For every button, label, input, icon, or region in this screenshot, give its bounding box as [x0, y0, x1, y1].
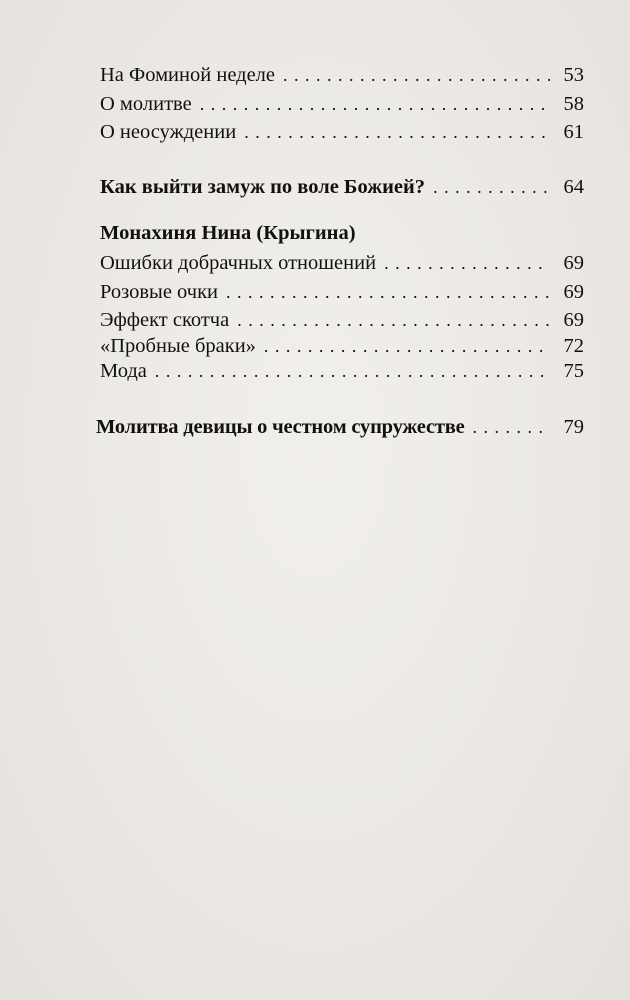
toc-entry-page: 69 [563, 252, 584, 274]
dot-leader [283, 60, 550, 90]
toc-entry-title: «Пробные браки» [100, 335, 256, 357]
toc-entry-prayer [100, 89, 584, 119]
toc-entry-page: 72 [563, 335, 584, 357]
toc-entry-fashion [100, 356, 584, 386]
toc-entry-page: 53 [563, 64, 584, 86]
toc-entry-page: 58 [563, 93, 584, 115]
toc-entry-page: 79 [563, 416, 584, 438]
dot-leader [226, 277, 550, 307]
toc-entry-title: Розовые очки [100, 281, 219, 303]
toc-entry-page: 61 [563, 121, 584, 143]
toc-entry-page: 69 [563, 281, 584, 303]
toc-entry-premarital-mistakes [100, 248, 584, 278]
toc-entry-title: Молитва девицы о честном супружестве [96, 416, 465, 438]
toc-entry-page: 75 [563, 360, 584, 382]
dot-leader [155, 356, 550, 386]
toc-entry-title: Эффект скотча [100, 309, 230, 331]
toc-entry-page: 69 [563, 309, 584, 331]
toc-entry-title: Как выйти замуж по воле Божией? [100, 176, 426, 198]
toc-entry-non-judgment [100, 117, 584, 147]
dot-leader [433, 172, 550, 202]
section-heading-author: Монахиня Нина (Крыгина) [100, 222, 356, 244]
toc-entry-title: На Фоминой неделе [100, 64, 276, 86]
toc-entry-title: О неосуждении [100, 121, 237, 143]
toc-entry-title: Мода [100, 360, 147, 382]
toc-entry-rose-glasses [100, 277, 584, 307]
toc-entry-fomina-week [100, 60, 584, 90]
dot-leader [200, 89, 550, 119]
dot-leader [244, 117, 550, 147]
toc-entry-maiden-prayer [96, 412, 584, 442]
toc-entry-title: О молитве [100, 93, 192, 115]
dot-leader [384, 248, 550, 278]
toc-entry-marriage [100, 172, 584, 202]
dot-leader [472, 412, 550, 442]
toc-entry-title: Ошибки добрачных отношений [100, 252, 377, 274]
toc-entry-page: 64 [563, 176, 584, 198]
